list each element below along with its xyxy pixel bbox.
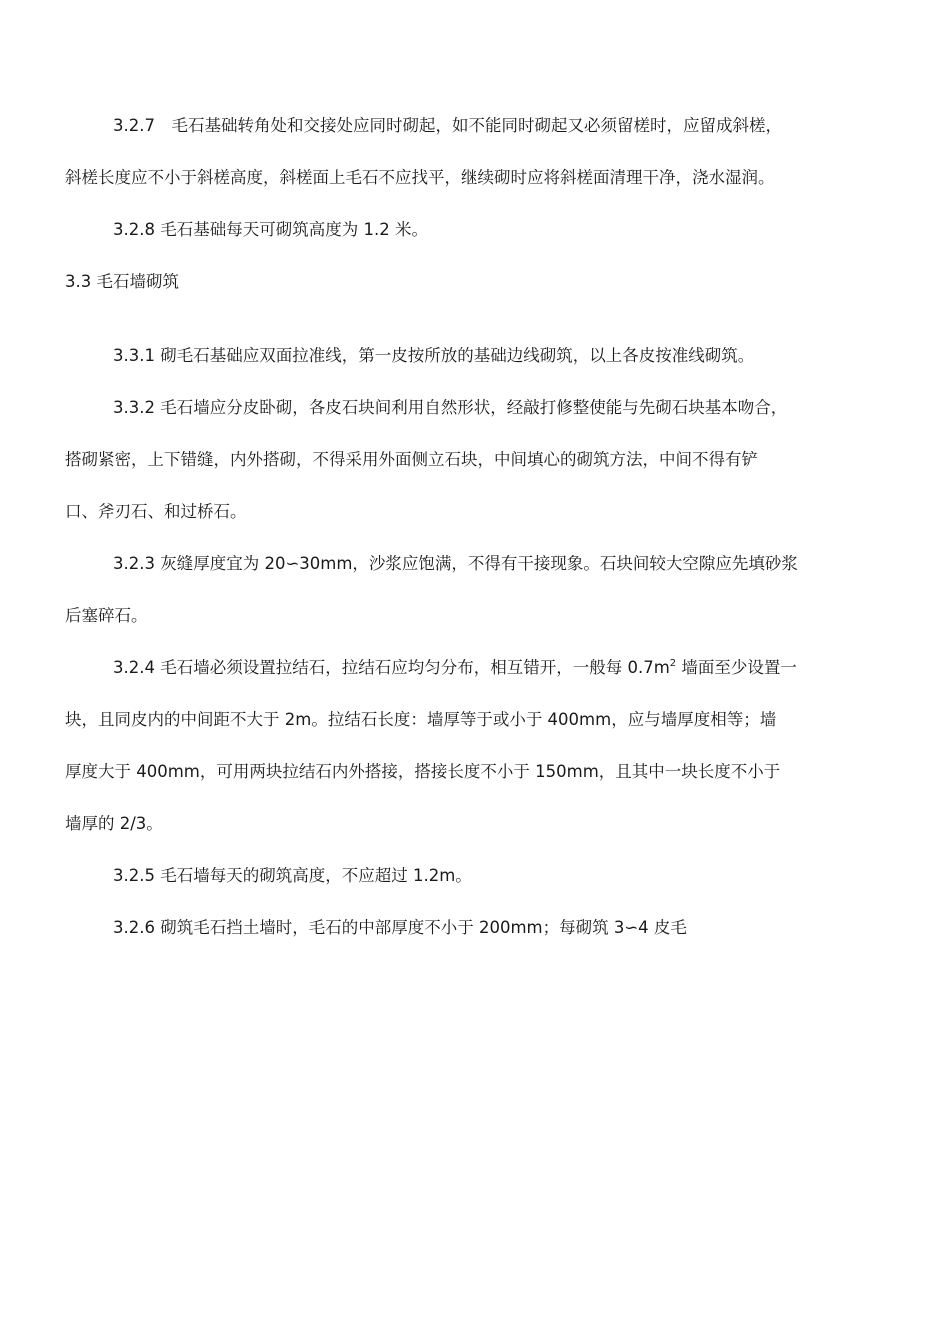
- line-text: 3.2.4 毛石墙必须设置拉结石，拉结石应均匀分布，相互错开，一般每 0.7m: [113, 658, 670, 677]
- paragraph-line: 斜槎长度应不小于斜槎高度，斜槎面上毛石不应找平，继续砌时应将斜槎面清理干净，浇水湿润。: [65, 168, 775, 187]
- paragraph-3-2-5: [65, 850, 885, 902]
- superscript: 2: [669, 658, 677, 669]
- paragraph-line: 3.3.1 砌毛石基础应双面拉准线，第一皮按所放的基础边线砌筑，以上各皮按准线砌筑。: [113, 346, 755, 365]
- paragraph-line: 搭砌紧密，上下错缝，内外搭砌，不得采用外面侧立石块，中间填心的砌筑方法，中间不得有铲: [65, 450, 758, 469]
- heading-text: 3.3 毛石墙砌筑: [65, 272, 179, 291]
- paragraph-3-3-1: [65, 330, 885, 382]
- section-heading-3-3: [65, 256, 885, 308]
- spacer: [65, 308, 885, 330]
- paragraph-line: 3.3.2 毛石墙应分皮卧砌，各皮石块间利用自然形状，经敲打修整使能与先砌石块基本吻合，: [113, 398, 788, 417]
- paragraph-3-2-8: [65, 204, 885, 256]
- paragraph-line: 厚度大于 400mm，可用两块拉结石内外搭接，搭接长度不小于 150mm，且其中一块长度不小于: [65, 762, 781, 781]
- paragraph-3-2-7: [65, 100, 885, 204]
- paragraph-line: 块，且同皮内的中间距不大于 2m。拉结石长度：墙厚等于或小于 400mm，应与墙厚度相等；墙: [65, 710, 777, 729]
- paragraph-3-2-3: [65, 538, 885, 642]
- paragraph-3-2-4: [65, 642, 885, 850]
- line-text: 墙面至少设置一: [676, 658, 797, 677]
- paragraph-line: 3.2.7 毛石基础转角处和交接处应同时砌起，如不能同时砌起又必须留槎时，应留成斜槎，: [113, 116, 782, 135]
- paragraph-line: 3.2.6 砌筑毛石挡土墙时，毛石的中部厚度不小于 200mm；每砌筑 3∽4 皮毛: [113, 918, 687, 937]
- paragraph-line: 口、斧刃石、和过桥石。: [65, 502, 247, 521]
- document-body: [65, 100, 885, 954]
- paragraph-line: 后塞碎石。: [65, 606, 148, 625]
- paragraph-line: 墙厚的 2/3。: [65, 814, 163, 833]
- paragraph-line: 3.2.8 毛石基础每天可砌筑高度为 1.2 米。: [113, 220, 428, 239]
- paragraph-line: 3.2.5 毛石墙每天的砌筑高度，不应超过 1.2m。: [113, 866, 472, 885]
- paragraph-line: [65, 642, 885, 694]
- paragraph-3-2-6: [65, 902, 885, 954]
- paragraph-3-3-2: [65, 382, 885, 538]
- paragraph-line: 3.2.3 灰缝厚度宜为 20∽30mm，沙浆应饱满，不得有干接现象。石块间较大空隙应先填砂浆: [113, 554, 798, 573]
